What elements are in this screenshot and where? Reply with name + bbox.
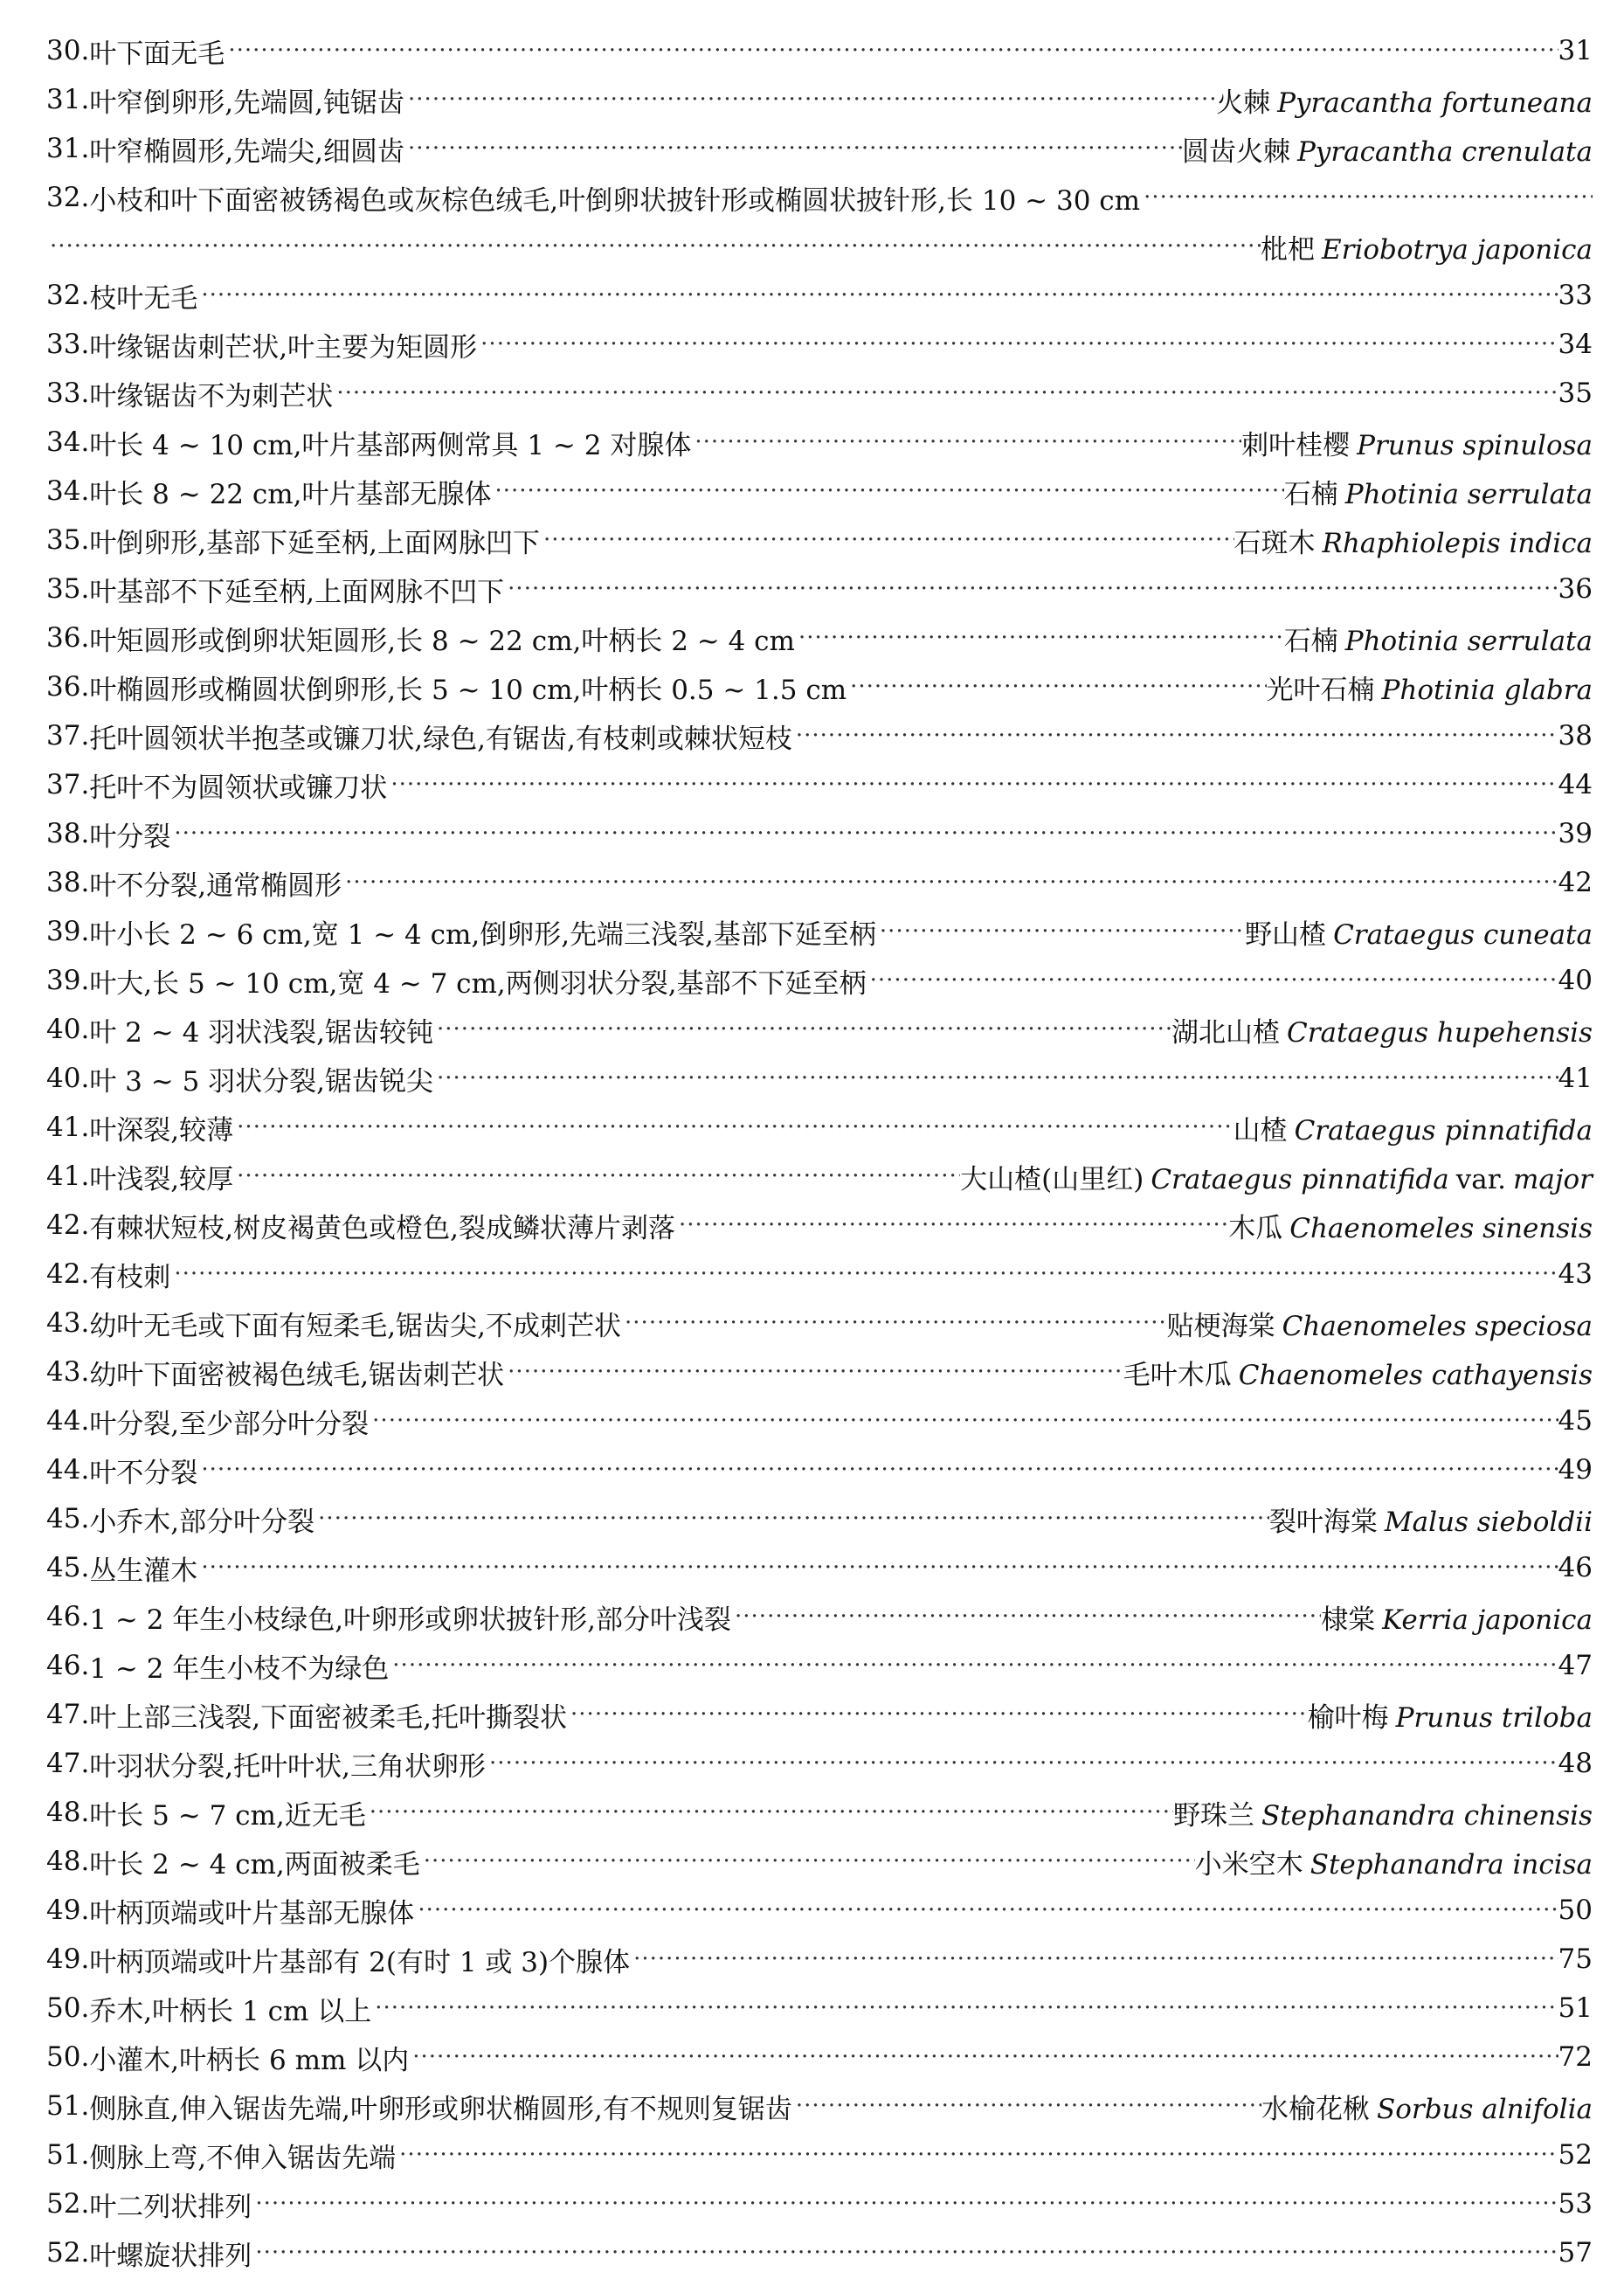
entry-number: 49. <box>46 1943 90 1975</box>
target-step-number: 48 <box>1558 1748 1593 1779</box>
entry-number: 47. <box>46 1748 90 1779</box>
species-chinese-name: 石斑木 <box>1234 527 1316 559</box>
entry-text: 叶柄顶端或叶片基部有 2(有时 1 或 3)个腺体 <box>89 1946 631 1978</box>
key-entry <box>46 1250 1593 1299</box>
species-name <box>1241 423 1593 462</box>
leader-dots <box>333 380 1558 406</box>
leader-dots <box>567 1701 1308 1728</box>
key-entry <box>46 1445 1593 1494</box>
species-latin-name: Stephanandra chinensis <box>1261 1799 1593 1832</box>
species-name <box>1308 1695 1593 1735</box>
target-step-number: 50 <box>1558 1895 1593 1926</box>
species-chinese-name: 石楠 <box>1283 625 1338 657</box>
key-entry <box>46 2130 1593 2179</box>
entry-text: 叶窄椭圆形,先端尖,细圆齿 <box>89 135 405 168</box>
target-step-number: 39 <box>1558 818 1593 849</box>
leader-dots <box>433 1016 1171 1043</box>
entry-text: 叶浅裂,较厚 <box>89 1163 234 1195</box>
target-step-number: 38 <box>1558 720 1593 752</box>
species-chinese-name: 小米空木 <box>1194 1848 1303 1881</box>
key-entry <box>46 1641 1593 1690</box>
entry-text: 叶缘锯齿不为刺芒状 <box>89 380 334 412</box>
key-entry <box>46 1396 1593 1445</box>
key-entry <box>46 26 1593 75</box>
entry-text: 叶长 4 ~ 10 cm,叶片基部两侧常具 1 ~ 2 对腺体 <box>89 429 692 461</box>
entry-number: 46. <box>46 1650 90 1681</box>
key-entry <box>46 173 1593 222</box>
target-step-number: 52 <box>1558 2139 1593 2171</box>
species-chinese-name: 光叶石楠 <box>1266 674 1375 706</box>
entry-text: 叶长 5 ~ 7 cm,近无毛 <box>89 1799 366 1832</box>
leader-dots <box>314 1506 1269 1532</box>
leader-dots <box>1140 184 1593 211</box>
leader-dots <box>225 38 1558 64</box>
target-step-number: 41 <box>1558 1063 1593 1094</box>
entry-number: 34. <box>46 475 90 507</box>
key-entry <box>46 467 1593 516</box>
entry-number: 51. <box>46 2090 90 2122</box>
key-entry <box>46 1690 1593 1739</box>
key-entry <box>46 1152 1593 1201</box>
target-step-number: 57 <box>1558 2237 1593 2269</box>
entry-text: 叶柄顶端或叶片基部无腺体 <box>89 1897 415 1929</box>
entry-text: 叶分裂 <box>89 821 171 853</box>
leader-dots <box>396 2142 1558 2168</box>
entry-text: 叶不分裂 <box>89 1457 198 1489</box>
species-latin-name: Photinia serrulata <box>1344 478 1593 510</box>
species-latin-name: Pyracantha fortuneana <box>1277 87 1593 119</box>
target-step-number: 44 <box>1558 769 1593 800</box>
leader-dots <box>170 1261 1558 1287</box>
entry-text: 叶螺旋状排列 <box>89 2240 252 2272</box>
key-entry <box>46 75 1593 124</box>
key-entry <box>46 1543 1593 1592</box>
entry-number: 32. <box>46 182 90 213</box>
leader-dots <box>197 1555 1558 1581</box>
entry-number: 32. <box>46 280 90 311</box>
entry-number: 42. <box>46 1258 90 1290</box>
leader-dots <box>366 1799 1173 1825</box>
entry-text: 有枝刺 <box>89 1261 171 1293</box>
species-chinese-name: 裂叶海棠 <box>1268 1506 1378 1538</box>
entry-text: 叶小长 2 ~ 6 cm,宽 1 ~ 4 cm,倒卵形,先端三浅裂,基部下延至柄 <box>89 918 876 951</box>
key-entry <box>46 760 1593 809</box>
target-step-number: 51 <box>1558 1992 1593 2024</box>
key-entry <box>46 418 1593 467</box>
species-name <box>1267 668 1593 707</box>
entry-text: 叶基部不下延至柄,上面网脉不凹下 <box>89 576 505 608</box>
entry-number: 52. <box>46 2237 90 2269</box>
entry-text: 乔木,叶柄长 1 cm 以上 <box>89 1995 372 2027</box>
key-entry <box>46 956 1593 1005</box>
leader-dots <box>371 1995 1558 2021</box>
entry-text: 枝叶无毛 <box>89 282 198 315</box>
leader-dots <box>731 1604 1321 1630</box>
species-name <box>1245 912 1593 952</box>
entry-number: 40. <box>46 1063 90 1094</box>
key-entry <box>46 1103 1593 1152</box>
entry-text: 托叶圆领状半抱茎或镰刀状,绿色,有锯齿,有枝刺或棘状短枝 <box>89 723 792 755</box>
entry-text: 幼叶下面密被褐色绒毛,锯齿刺芒状 <box>89 1359 505 1391</box>
species-name <box>1321 1597 1593 1637</box>
species-variety-name: major <box>1513 1163 1593 1195</box>
target-step-number: 31 <box>1558 35 1593 66</box>
species-name <box>1173 1793 1593 1832</box>
species-name <box>1195 1842 1593 1881</box>
entry-number: 38. <box>46 867 90 898</box>
species-chinese-name: 圆齿火棘 <box>1181 135 1290 168</box>
entry-number: 37. <box>46 720 90 752</box>
key-entry <box>46 858 1593 907</box>
entry-number: 50. <box>46 1992 90 2024</box>
entry-number: 39. <box>46 916 90 947</box>
entry-text: 1 ~ 2 年生小枝不为绿色 <box>89 1652 390 1685</box>
species-chinese-name: 湖北山楂 <box>1171 1016 1280 1049</box>
species-chinese-name: 榆叶梅 <box>1307 1701 1389 1734</box>
leader-dots <box>504 1359 1123 1385</box>
species-chinese-name: 枇杷 <box>1261 233 1315 266</box>
species-latin-name: Crataegus hupehensis <box>1286 1016 1593 1049</box>
entry-number: 35. <box>46 524 90 556</box>
key-entry <box>46 662 1593 711</box>
key-entry <box>46 2033 1593 2082</box>
species-latin-name: Pyracantha crenulata <box>1296 135 1593 168</box>
species-name <box>1284 619 1593 658</box>
key-entry <box>46 320 1593 369</box>
species-latin-name: Eriobotrya japonica <box>1322 233 1593 266</box>
leader-dots <box>369 1408 1558 1434</box>
target-step-number: 36 <box>1558 573 1593 605</box>
species-latin-name: Prunus triloba <box>1395 1701 1593 1734</box>
species-chinese-name: 贴梗海棠 <box>1166 1310 1275 1342</box>
key-entry <box>46 809 1593 858</box>
entry-text: 叶长 8 ~ 22 cm,叶片基部无腺体 <box>89 478 492 510</box>
key-entry <box>46 369 1593 418</box>
species-latin-name: Photinia serrulata <box>1344 625 1593 657</box>
entry-number: 33. <box>46 329 90 360</box>
key-entry <box>46 1837 1593 1886</box>
leader-dots <box>46 233 1261 260</box>
entry-number: 49. <box>46 1895 90 1926</box>
leader-dots <box>252 2240 1558 2266</box>
species-name <box>1269 1500 1593 1539</box>
key-entry <box>46 516 1593 565</box>
leader-dots <box>477 331 1558 357</box>
species-latin-name: Stephanandra incisa <box>1310 1848 1593 1881</box>
leader-dots <box>414 1897 1558 1923</box>
key-entry <box>46 613 1593 662</box>
species-latin-name: Photinia glabra <box>1381 674 1593 706</box>
entry-number: 43. <box>46 1356 90 1388</box>
species-chinese-name: 山楂 <box>1233 1114 1288 1146</box>
entry-text: 叶下面无毛 <box>89 38 225 70</box>
target-step-number: 33 <box>1558 280 1593 311</box>
leader-dots <box>795 625 1284 651</box>
leader-dots <box>486 1750 1558 1777</box>
entry-number: 38. <box>46 818 90 849</box>
species-name <box>1216 80 1593 120</box>
species-latin-name: Crataegus pinnatifida <box>1151 1163 1449 1195</box>
target-step-number: 72 <box>1558 2041 1593 2073</box>
entry-text: 1 ~ 2 年生小枝绿色,叶卵形或卵状披针形,部分叶浅裂 <box>89 1604 732 1636</box>
species-latin-name: Sorbus alnifolia <box>1376 2093 1593 2125</box>
key-entry <box>46 2179 1593 2228</box>
species-chinese-name: 野珠兰 <box>1173 1799 1254 1832</box>
key-entry <box>46 1886 1593 1935</box>
leader-dots <box>252 2191 1558 2217</box>
target-step-number: 46 <box>1558 1552 1593 1583</box>
entry-number: 37. <box>46 769 90 800</box>
leader-dots <box>491 478 1283 504</box>
species-name <box>1234 521 1593 560</box>
entry-number: 31. <box>46 133 90 164</box>
entry-number: 40. <box>46 1014 90 1045</box>
target-step-number: 49 <box>1558 1454 1593 1486</box>
entry-number: 50. <box>46 2041 90 2073</box>
leader-dots <box>675 1212 1228 1238</box>
key-entry <box>46 2082 1593 2130</box>
key-entry <box>46 1788 1593 1837</box>
entry-number: 44. <box>46 1454 90 1486</box>
entry-number: 45. <box>46 1552 90 1583</box>
entry-text: 幼叶无毛或下面有短柔毛,锯齿尖,不成刺芒状 <box>89 1310 622 1342</box>
entry-text: 叶大,长 5 ~ 10 cm,宽 4 ~ 7 cm,两侧羽状分裂,基部不下延至柄 <box>89 967 867 1000</box>
leader-dots <box>404 87 1216 113</box>
species-name <box>1167 1304 1593 1343</box>
target-step-number: 47 <box>1558 1650 1593 1681</box>
target-step-number: 34 <box>1558 329 1593 360</box>
entry-text: 叶缘锯齿刺芒状,叶主要为矩圆形 <box>89 331 478 364</box>
entry-text: 侧脉上弯,不伸入锯齿先端 <box>89 2142 397 2174</box>
leader-dots <box>504 576 1558 602</box>
key-entry <box>46 1054 1593 1103</box>
key-entry <box>46 124 1593 173</box>
leader-dots <box>630 1946 1558 1972</box>
species-name <box>960 1157 1593 1196</box>
species-name <box>1261 227 1593 267</box>
species-name <box>1123 1353 1593 1392</box>
species-chinese-name: 木瓜 <box>1228 1212 1283 1244</box>
species-chinese-name: 毛叶木瓜 <box>1123 1359 1232 1391</box>
key-entry <box>46 271 1593 320</box>
entry-text: 丛生灌木 <box>89 1555 198 1587</box>
target-step-number: 75 <box>1558 1943 1593 1975</box>
leader-dots <box>420 1848 1195 1874</box>
entry-text: 叶分裂,至少部分叶分裂 <box>89 1408 370 1440</box>
target-step-number: 53 <box>1558 2188 1593 2220</box>
key-entry <box>46 1739 1593 1788</box>
entry-text: 小枝和叶下面密被锈褐色或灰棕色绒毛,叶倒卵状披针形或椭圆状披针形,长 10 ~ 30 cm <box>89 184 1141 217</box>
target-step-number: 45 <box>1558 1405 1593 1437</box>
entry-number: 51. <box>46 2139 90 2171</box>
entry-number: 42. <box>46 1209 90 1241</box>
entry-number: 45. <box>46 1503 90 1534</box>
species-latin-name: Rhaphiolepis indica <box>1322 527 1593 559</box>
key-entry <box>46 1935 1593 1984</box>
entry-number: 47. <box>46 1699 90 1730</box>
species-name <box>1284 472 1593 511</box>
species-latin-name: Chaenomeles cathayensis <box>1238 1359 1593 1391</box>
key-entry <box>46 1299 1593 1347</box>
entry-text: 叶 2 ~ 4 羽状浅裂,锯齿较钝 <box>89 1016 434 1049</box>
entry-number: 39. <box>46 965 90 996</box>
entry-number: 44. <box>46 1405 90 1437</box>
key-entry <box>46 1201 1593 1250</box>
species-name <box>1171 1010 1593 1049</box>
target-step-number: 42 <box>1558 867 1593 898</box>
leader-dots <box>197 282 1558 308</box>
key-entry <box>46 1347 1593 1396</box>
entry-number: 35. <box>46 573 90 605</box>
entry-text: 托叶不为圆领状或镰刀状 <box>89 772 388 804</box>
entry-number: 48. <box>46 1846 90 1877</box>
species-name <box>1261 2087 1593 2126</box>
species-chinese-name: 水榆花楸 <box>1261 2093 1370 2125</box>
leader-dots <box>867 967 1558 994</box>
species-latin-name: Malus sieboldii <box>1384 1506 1593 1538</box>
entry-text: 叶长 2 ~ 4 cm,两面被柔毛 <box>89 1848 420 1881</box>
species-latin-name: Crataegus cuneata <box>1333 918 1593 951</box>
species-chinese-name: 石楠 <box>1283 478 1338 510</box>
species-name <box>1228 1206 1593 1245</box>
entry-text: 有棘状短枝,树皮褐黄色或橙色,裂成鳞状薄片剥落 <box>89 1212 676 1244</box>
entry-number: 34. <box>46 426 90 458</box>
entry-number: 52. <box>46 2188 90 2220</box>
leader-dots <box>691 429 1241 455</box>
leader-dots <box>876 918 1245 945</box>
entry-text: 叶椭圆形或椭圆状倒卵形,长 5 ~ 10 cm,叶柄长 0.5 ~ 1.5 cm <box>89 674 847 706</box>
entry-text: 叶深裂,较薄 <box>89 1114 234 1146</box>
leader-dots <box>342 869 1558 896</box>
entry-number: 41. <box>46 1160 90 1192</box>
entry-number: 43. <box>46 1307 90 1339</box>
key-entry <box>46 1592 1593 1641</box>
leader-dots <box>233 1163 960 1189</box>
entry-text: 叶倒卵形,基部下延至柄,上面网脉凹下 <box>89 527 541 559</box>
species-name <box>1234 1108 1593 1147</box>
leader-dots <box>389 1652 1558 1679</box>
leader-dots <box>387 772 1558 798</box>
entry-text: 侧脉直,伸入锯齿先端,叶卵形或卵状椭圆形,有不规则复锯齿 <box>89 2093 792 2125</box>
species-latin-name: Prunus spinulosa <box>1357 429 1593 461</box>
species-latin-name: Kerria japonica <box>1382 1604 1593 1636</box>
entry-text: 叶窄倒卵形,先端圆,钝锯齿 <box>89 87 405 119</box>
species-chinese-name: 刺叶桂樱 <box>1241 429 1351 461</box>
entry-number: 36. <box>46 671 90 703</box>
species-name <box>1182 129 1593 169</box>
key-entry <box>46 222 1593 271</box>
entry-number: 30. <box>46 35 90 66</box>
identification-key <box>46 26 1593 2277</box>
key-entry <box>46 1005 1593 1054</box>
entry-number: 48. <box>46 1797 90 1828</box>
entry-number: 31. <box>46 84 90 115</box>
species-latin-name: Chaenomeles sinensis <box>1289 1212 1593 1244</box>
entry-number: 36. <box>46 622 90 654</box>
species-chinese-name: 棣棠 <box>1321 1604 1376 1636</box>
leader-dots <box>170 821 1558 847</box>
species-chinese-name: 野山楂 <box>1245 918 1327 951</box>
key-entry <box>46 1494 1593 1543</box>
leader-dots <box>847 674 1266 700</box>
species-latin-name: Crataegus pinnatifida <box>1294 1114 1593 1146</box>
entry-number: 46. <box>46 1601 90 1632</box>
leader-dots <box>621 1310 1167 1336</box>
target-step-number: 40 <box>1558 965 1593 996</box>
leader-dots <box>404 135 1182 162</box>
entry-number: 41. <box>46 1112 90 1143</box>
leader-dots <box>233 1114 1233 1140</box>
entry-text: 小灌木,叶柄长 6 mm 以内 <box>89 2044 410 2076</box>
entry-text: 叶不分裂,通常椭圆形 <box>89 869 342 902</box>
entry-text: 叶羽状分裂,托叶叶状,三角状卵形 <box>89 1750 487 1783</box>
key-entry <box>46 907 1593 956</box>
species-chinese-name: 大山楂(山里红) <box>960 1163 1144 1195</box>
entry-text: 叶矩圆形或倒卵状矩圆形,长 8 ~ 22 cm,叶柄长 2 ~ 4 cm <box>89 625 795 657</box>
species-latin-name: Chaenomeles speciosa <box>1282 1310 1593 1342</box>
leader-dots <box>540 527 1234 553</box>
entry-text: 叶 3 ~ 5 羽状分裂,锯齿锐尖 <box>89 1065 434 1098</box>
leader-dots <box>197 1457 1558 1483</box>
target-step-number: 43 <box>1558 1258 1593 1290</box>
key-entry <box>46 2228 1593 2277</box>
key-entry <box>46 1984 1593 2033</box>
leader-dots <box>409 2044 1558 2070</box>
leader-dots <box>792 2093 1261 2119</box>
entry-text: 叶上部三浅裂,下面密被柔毛,托叶撕裂状 <box>89 1701 568 1734</box>
key-entry <box>46 711 1593 760</box>
species-rank-abbrev: var. <box>1455 1163 1507 1195</box>
entry-text: 小乔木,部分叶分裂 <box>89 1506 315 1538</box>
leader-dots <box>433 1065 1558 1091</box>
leader-dots <box>792 723 1558 749</box>
entry-number: 33. <box>46 378 90 409</box>
target-step-number: 35 <box>1558 378 1593 409</box>
species-chinese-name: 火棘 <box>1216 87 1271 119</box>
key-entry <box>46 565 1593 613</box>
entry-text: 叶二列状排列 <box>89 2191 252 2223</box>
